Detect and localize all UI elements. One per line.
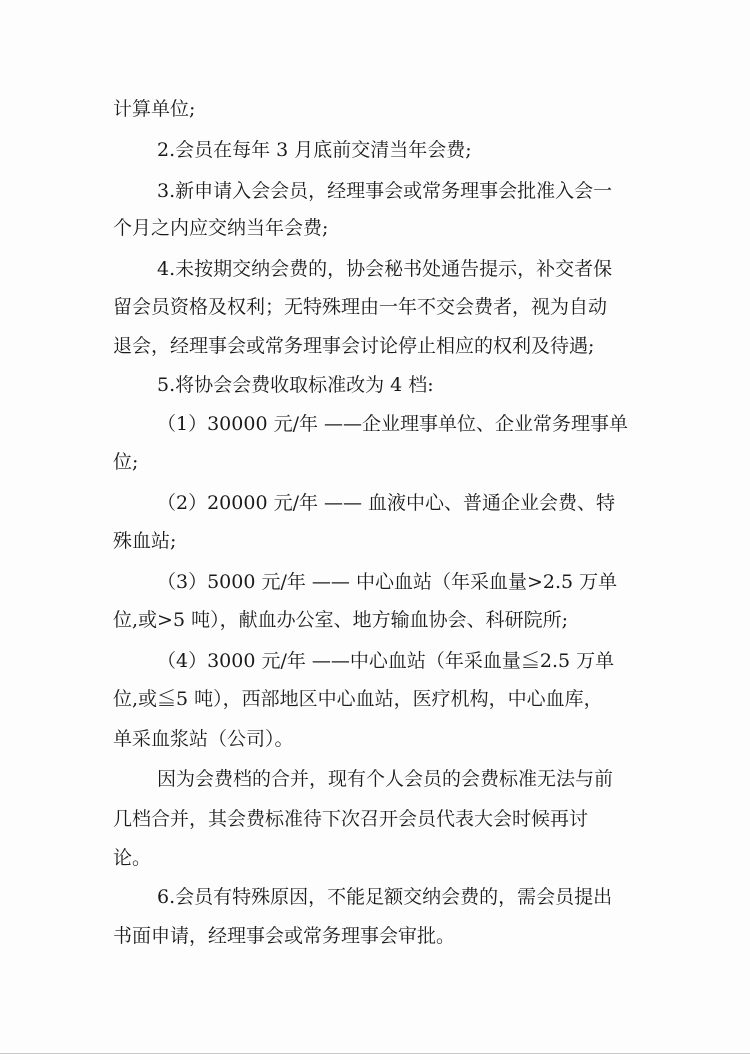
text-line: 留会员资格及权利；无特殊理由一年不交会费者，视为自动 — [113, 296, 608, 318]
text-line: 4.未按期交纳会费的，协会秘书处通告提示，补交者保 — [157, 258, 613, 280]
text-line: （2）20000 元/年 —— 血液中心、普通企业会费、特 — [157, 492, 616, 514]
text-line: 论。 — [113, 847, 152, 869]
text-line: 个月之内应交纳当年会费; — [113, 217, 329, 239]
text-line: 5.将协会会费收取标准改为 4 档: — [157, 374, 434, 396]
text-line: 退会，经理事会或常务理事会讨论停止相应的权利及待遇; — [113, 335, 595, 357]
text-line: 殊血站; — [113, 530, 177, 552]
text-line: 因为会费档的合并，现有个人会员的会费标准无法与前 — [157, 768, 614, 790]
text-line: 书面申请，经理事会或常务理事会审批。 — [113, 925, 456, 947]
text-line: 单采血浆站（公司）。 — [113, 728, 294, 750]
text-line: （1）30000 元/年 ——企业理事单位、企业常务理事单 — [157, 413, 629, 435]
text-line: 几档合并，其会费标准待下次召开会员代表大会时候再讨 — [113, 808, 589, 830]
text-line: （4）3000 元/年 ——中心血站（年采血量≦2.5 万单 — [157, 650, 615, 672]
text-line: 2.会员在每年 3 月底前交清当年会费; — [157, 139, 472, 161]
text-line: 位,或>5 吨），献血办公室、地方输血协会、科研院所; — [113, 609, 568, 631]
text-line: （3）5000 元/年 —— 中心血站（年采血量>2.5 万单 — [157, 571, 618, 593]
text-line: 计算单位; — [113, 98, 196, 120]
page-edge — [0, 1053, 750, 1054]
text-line: 位,或≦5 吨），西部地区中心血站，医疗机构，中心血库， — [113, 688, 603, 710]
text-line: 3.新申请入会会员，经理事会或常务理事会批准入会一 — [157, 180, 613, 202]
text-line: 6.会员有特殊原因，不能足额交纳会费的，需会员提出 — [157, 886, 613, 908]
text-line: 位; — [113, 451, 139, 473]
